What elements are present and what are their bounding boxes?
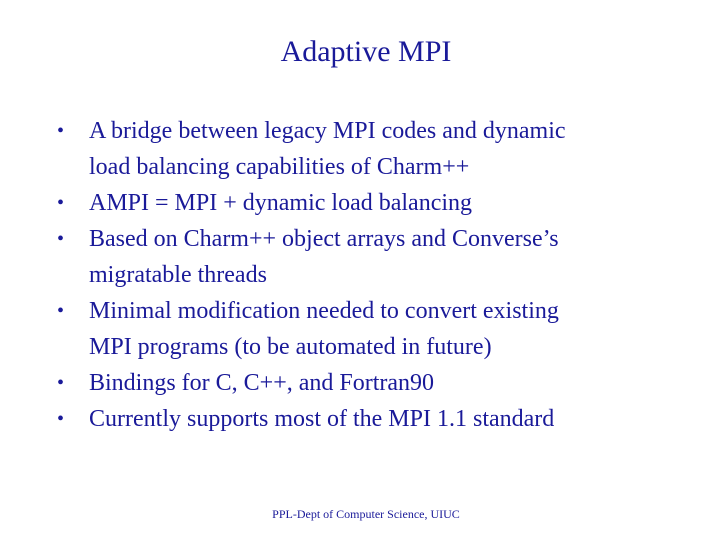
bullet-item <box>57 401 697 437</box>
slide-footer: PPL-Dept of Computer Science, UIUC <box>272 507 460 521</box>
bullet-text-line: Based on Charm++ object arrays and Converse’s <box>89 226 559 252</box>
bullet-text-line: Minimal modification needed to convert existing <box>89 298 559 324</box>
bullet-list <box>57 113 697 437</box>
bullet-item <box>57 365 697 401</box>
bullet-icon: • <box>57 408 65 430</box>
bullet-icon: • <box>57 372 65 394</box>
bullet-item <box>57 221 697 293</box>
bullet-text-line: Bindings for C, C++, and Fortran90 <box>89 370 435 396</box>
bullet-item <box>57 185 697 221</box>
bullet-text-line: MPI programs (to be automated in future) <box>89 334 492 360</box>
bullet-item <box>57 113 697 185</box>
bullet-text-line: AMPI = MPI + dynamic load balancing <box>89 190 473 216</box>
bullet-item <box>57 293 697 365</box>
bullet-icon: • <box>57 192 65 214</box>
bullet-text-line: load balancing capabilities of Charm++ <box>89 154 470 180</box>
bullet-text-line: migratable threads <box>89 262 267 288</box>
slide-title: Adaptive MPI <box>280 35 452 68</box>
bullet-icon: • <box>57 228 65 250</box>
bullet-text-line: A bridge between legacy MPI codes and dynamic <box>89 118 566 144</box>
bullet-icon: • <box>57 120 65 142</box>
bullet-text-line: Currently supports most of the MPI 1.1 standard <box>89 406 555 432</box>
bullet-icon: • <box>57 300 65 322</box>
